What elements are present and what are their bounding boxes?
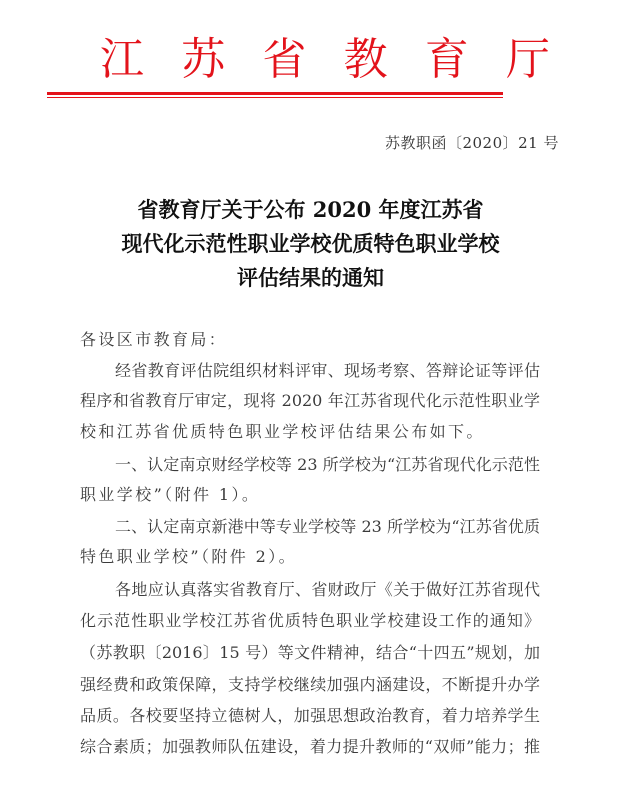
body-line: 特色职业学校”（附件 2）。 [80, 547, 298, 566]
body-line: 经省教育评估院组织材料评审、现场考察、答辩论证等评估 [115, 361, 540, 380]
body-line: 校和江苏省优质特色职业学校评估结果公布如下。 [80, 422, 485, 441]
header-char: 厅 [505, 34, 550, 85]
body-line: 一、认定南京财经学校等 23 所学校为“江苏省现代化示范性 [115, 455, 540, 474]
title-line: 评估结果的通知 [237, 265, 384, 290]
title-line: 省教育厅关于公布 2020 年度江苏省 [137, 197, 484, 222]
header-char: 教 [343, 34, 388, 85]
header-char: 育 [424, 34, 469, 85]
body-line: 化示范性职业学校江苏省优质特色职业学校建设工作的通知》 [80, 611, 540, 630]
header-char: 苏 [181, 34, 226, 85]
body-line: 职业学校”（附件 1）。 [80, 485, 261, 504]
document-number: 苏教职函〔2020〕21 号 [384, 134, 559, 152]
red-divider-thin [47, 97, 503, 98]
body-line: 品质。各校要坚持立德树人，加强思想政治教育，着力培养学生 [80, 706, 540, 725]
header-char: 江 [100, 34, 144, 85]
title-line: 现代化示范性职业学校优质特色职业学校 [121, 231, 500, 256]
body-line: 强经费和政策保障，支持学校继续加强内涵建设，不断提升办学 [80, 675, 540, 694]
body-line: 各地应认真落实省教育厅、省财政厅《关于做好江苏省现代 [115, 580, 540, 599]
header-char: 省 [262, 34, 307, 85]
body-line: （苏教职〔2016〕15 号）等文件精神，结合“十四五”规划，加 [80, 643, 540, 662]
salutation: 各设区市教育局： [80, 330, 228, 349]
red-divider-thick [47, 92, 503, 95]
body-line: 二、认定南京新港中等专业学校等 23 所学校为“江苏省优质 [115, 517, 540, 536]
body-line: 程序和省教育厅审定，现将 2020 年江苏省现代化示范性职业学 [80, 391, 540, 410]
issuing-authority-header [100, 30, 550, 90]
body-line: 综合素质；加强教师队伍建设，着力提升教师的“双师”能力；推 [80, 737, 540, 756]
